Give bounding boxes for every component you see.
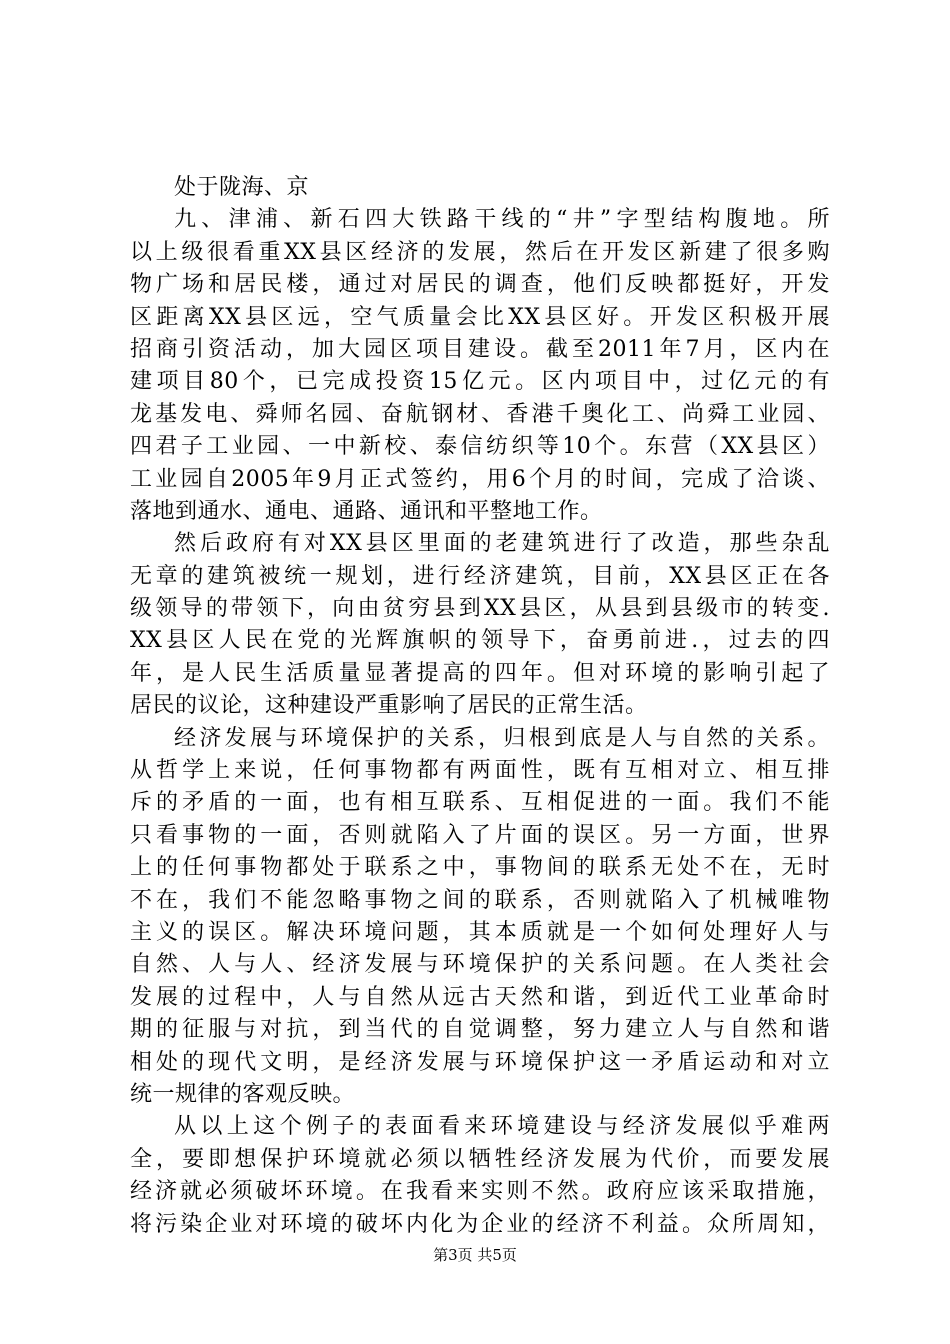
text-line: 统一规律的客观反映。: [130, 1081, 356, 1107]
text-line: 四君子工业园、一中新校、泰信纺织等10个。东营（XX县区）: [130, 434, 830, 460]
text-line: 经济就必须破坏环境。在我看来实则不然。政府应该采取措施，: [130, 1179, 830, 1205]
text-line: 然后政府有对XX县区里面的老建筑进行了改造，那些杂乱: [174, 531, 830, 557]
text-line: 不在，我们不能忽略事物之间的联系，否则就陷入了机械唯物: [130, 887, 830, 913]
text-line: 将污染企业对环境的破坏内化为企业的经济不利益。众所周知，: [130, 1211, 830, 1237]
text-line: 区距离XX县区远，空气质量会比XX县区好。开发区积极开展: [130, 304, 830, 330]
text-line: 期的征服与对抗，到当代的自觉调整，努力建立人与自然和谐: [130, 1017, 830, 1043]
text-line: 发展的过程中，人与自然从远古天然和谐，到近代工业革命时: [130, 984, 830, 1010]
text-line: 级领导的带领下，向由贫穷县到XX县区，从县到县级市的转变.: [130, 596, 830, 622]
text-line: 经济发展与环境保护的关系，归根到底是人与自然的关系。: [174, 725, 830, 751]
text-line: 龙基发电、舜师名园、奋航钢材、香港千奥化工、尚舜工业园、: [130, 401, 830, 427]
page-footer: 第3页 共5页: [433, 1246, 517, 1264]
text-line: 上的任何事物都处于联系之中，事物间的联系无处不在，无时: [130, 855, 830, 881]
text-line: 只看事物的一面，否则就陷入了片面的误区。另一方面，世界: [130, 822, 830, 848]
text-line: 九、津浦、新石四大铁路干线的“井”字型结构腹地。所: [174, 207, 830, 233]
text-line: 落地到通水、通电、通路、通讯和平整地工作。: [130, 498, 603, 524]
text-line: 处于陇海、京: [174, 175, 310, 200]
text-line: 斥的矛盾的一面，也有相互联系、互相促进的一面。我们不能: [130, 790, 830, 816]
text-line: 年，是人民生活质量显著提高的四年。但对环境的影响引起了: [130, 660, 830, 686]
text-line: 主义的误区。解决环境问题，其本质就是一个如何处理好人与: [130, 919, 830, 945]
text-line: 居民的议论，这种建设严重影响了居民的正常生活。: [130, 693, 648, 719]
text-line: 全，要即想保护环境就必须以牺牲经济发展为代价，而要发展: [130, 1146, 830, 1172]
text-line: 从以上这个例子的表面看来环境建设与经济发展似乎难两: [174, 1114, 830, 1140]
text-line: 招商引资活动，加大园区项目建设。截至2011年7月，区内在: [130, 336, 830, 362]
text-line: 建项目80个，已完成投资15亿元。区内项目中，过亿元的有: [130, 369, 830, 395]
text-line: 自然、人与人、经济发展与环境保护的关系问题。在人类社会: [130, 952, 830, 978]
text-line: 工业园自2005年9月正式签约，用6个月的时间，完成了洽谈、: [130, 466, 830, 492]
text-line: 从哲学上来说，任何事物都有两面性，既有互相对立、相互排: [130, 758, 830, 784]
text-line: 相处的现代文明，是经济发展与环境保护这一矛盾运动和对立: [130, 1049, 830, 1075]
text-line: 无章的建筑被统一规划，进行经济建筑，目前，XX县区正在各: [130, 563, 830, 589]
text-line: 以上级很看重XX县区经济的发展，然后在开发区新建了很多购: [130, 239, 830, 265]
text-line: XX县区人民在党的光辉旗帜的领导下，奋勇前进.，过去的四: [130, 628, 830, 654]
text-line: 物广场和居民楼，通过对居民的调查，他们反映都挺好，开发: [130, 272, 830, 298]
document-body: [130, 172, 830, 1241]
